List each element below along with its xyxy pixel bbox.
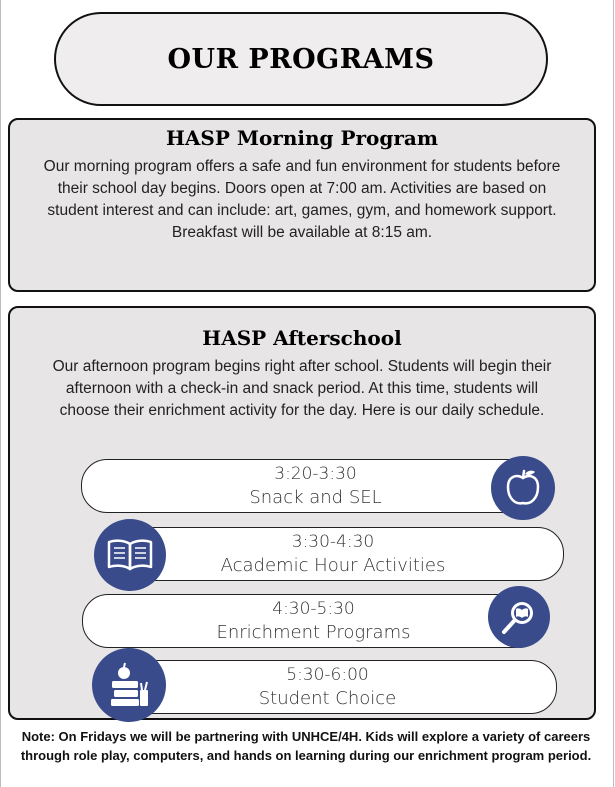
morning-heading: HASP Morning Program xyxy=(165,126,439,150)
schedule-activity: Enrichment Programs xyxy=(216,622,411,643)
morning-description: Our morning program offers a safe and fun environment for students before their school day begins. Doors open at 7:00 am. Activities are based on student interest and can include: art, games, gym, and homework support. Breakfast will be available at 8:15 am. xyxy=(43,158,561,241)
afterschool-description: Our afternoon program begins right after school. Students will begin their afternoon with a check-in and snack period. At this time, students will choose their enrichment activity for the day. Here is our daily schedule. xyxy=(52,358,552,419)
schedule-time: 3:30-4:30 xyxy=(291,532,375,552)
morning-program-panel xyxy=(8,118,596,292)
magnifier-book-icon xyxy=(488,586,550,648)
friday-partnership-note: Note: On Fridays we will be partnering with UNHCE/4H. Kids will explore a variety of careers through role play, computers, and hands on learning during our enrichment program period. xyxy=(20,729,592,763)
schedule-activity: Snack and SEL xyxy=(249,487,382,508)
schedule-item-snack xyxy=(81,459,550,513)
schedule-item-enrichment xyxy=(82,594,545,648)
schedule-activity: Academic Hour Activities xyxy=(220,555,446,576)
open-book-icon xyxy=(94,519,166,591)
apple-icon xyxy=(491,456,555,520)
schedule-activity: Student Choice xyxy=(258,688,397,709)
schedule-item-academic xyxy=(102,527,564,581)
title-banner xyxy=(54,12,548,106)
schedule-time: 5:30-6:00 xyxy=(286,665,369,685)
schedule-time: 3:20-3:30 xyxy=(274,464,357,484)
page-border-right xyxy=(613,0,614,787)
apple-books-icon xyxy=(92,648,166,722)
page-title: OUR PROGRAMS xyxy=(167,43,435,75)
schedule-item-choice xyxy=(98,660,557,714)
page-border-left xyxy=(0,0,1,787)
afterschool-heading: HASP Afterschool xyxy=(202,326,402,350)
schedule-time: 4:30-5:30 xyxy=(272,599,355,619)
